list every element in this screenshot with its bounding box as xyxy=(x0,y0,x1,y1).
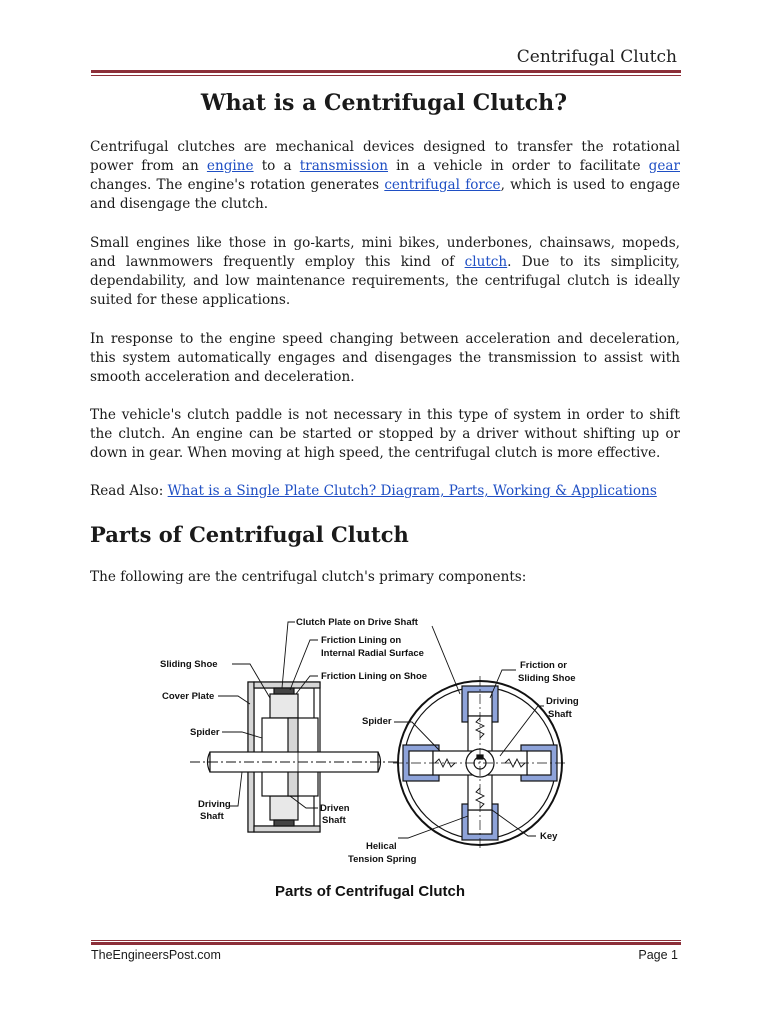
page-title: What is a Centrifugal Clutch? xyxy=(200,90,568,116)
read-also: Read Also: What is a Single Plate Clutch? Diagram, Parts, Working & Applications xyxy=(90,483,657,499)
header-rule-thick xyxy=(91,70,681,73)
label-cover-plate: Cover Plate xyxy=(162,691,215,702)
centrifugal-clutch-diagram xyxy=(150,606,620,911)
label-driving-shaft-left-1: Driving xyxy=(198,799,231,810)
label-key: Key xyxy=(540,831,558,842)
paragraph-applications: Small engines like those in go-karts, mini bikes, underbones, chainsaws, mopeds, and lawnmowers frequently employ this kind of clutch. Due to its simplicity, dependability, and low maintenance requirements, the centrifugal clutch is ideally suited for these applications. xyxy=(90,235,680,308)
label-driven-shaft-1: Driven xyxy=(320,803,350,814)
label-friction-internal-1: Friction Lining on xyxy=(321,635,402,646)
label-spider-right: Spider xyxy=(362,716,392,727)
label-driven-shaft-2: Shaft xyxy=(322,815,346,826)
label-driving-shaft-right-1: Driving xyxy=(546,696,579,707)
link-clutch[interactable]: clutch xyxy=(464,254,508,270)
header-title: Centrifugal Clutch xyxy=(516,47,677,67)
link-gear[interactable]: gear xyxy=(648,158,680,174)
label-friction-or-1: Friction or xyxy=(520,660,567,671)
link-read-also[interactable]: What is a Single Plate Clutch? Diagram, Parts, Working & Applications xyxy=(167,483,657,499)
header-rule-thin xyxy=(91,75,681,76)
label-friction-or-2: Sliding Shoe xyxy=(518,673,576,684)
label-driving-shaft-right-2: Shaft xyxy=(548,709,572,720)
label-clutch-plate: Clutch Plate on Drive Shaft xyxy=(296,617,418,628)
paragraph-operation: In response to the engine speed changing between acceleration and deceleration, this system automatically engages and disengages the transmission to assist with smooth acceleration and deceleration. xyxy=(90,331,680,385)
section-heading: Parts of Centrifugal Clutch xyxy=(90,522,409,547)
footer-rule-thin xyxy=(91,940,681,941)
label-spider-left: Spider xyxy=(190,727,220,738)
footer-rule-thick xyxy=(91,942,681,945)
label-helical-2: Tension Spring xyxy=(348,854,417,865)
footer-site: TheEngineersPost.com xyxy=(91,948,221,962)
figure-caption: Parts of Centrifugal Clutch xyxy=(275,883,466,900)
link-engine[interactable]: engine xyxy=(206,158,254,174)
label-helical-1: Helical xyxy=(366,841,397,852)
label-friction-shoe: Friction Lining on Shoe xyxy=(321,671,428,682)
label-driving-shaft-left-2: Shaft xyxy=(200,811,224,822)
label-friction-internal-2: Internal Radial Surface xyxy=(321,648,424,659)
section-intro: The following are the centrifugal clutch's primary components: xyxy=(90,569,527,585)
label-sliding-shoe: Sliding Shoe xyxy=(160,659,218,670)
footer-page-number: Page 1 xyxy=(638,948,678,962)
end-view xyxy=(393,676,567,850)
paragraph-intro: Centrifugal clutches are mechanical devices designed to transfer the rotational power from an engine to a transmission in a vehicle in order to facilitate gear changes. The engine's rotation generates centrifugal force, which is used to engage and disengage the clutch. xyxy=(90,139,680,212)
paragraph-paddle: The vehicle's clutch paddle is not necessary in this type of system in order to shift the clutch. An engine can be started or stopped by a driver without shifting up or down in gear. When moving at high speed, the centrifugal clutch is more effective. xyxy=(90,407,680,461)
link-centrifugal-force[interactable]: centrifugal force xyxy=(384,177,501,193)
link-transmission[interactable]: transmission xyxy=(299,158,389,174)
